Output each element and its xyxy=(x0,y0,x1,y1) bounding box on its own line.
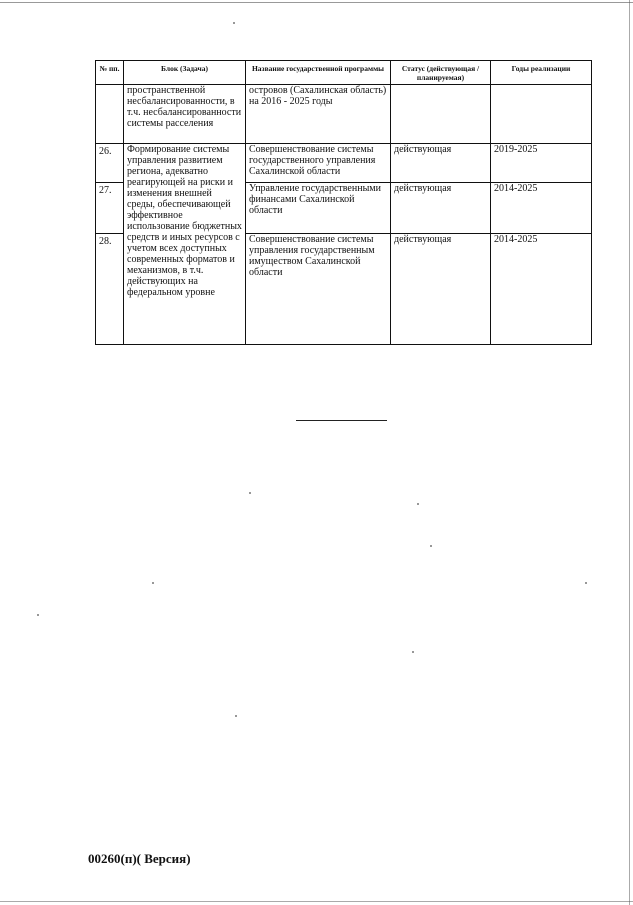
header-program: Название государственной программы xyxy=(246,61,391,85)
scan-edge-right xyxy=(629,0,630,905)
scan-edge-top xyxy=(0,2,633,3)
scan-speck xyxy=(233,22,235,24)
scan-edge-bottom xyxy=(0,901,633,902)
scan-speck xyxy=(417,503,419,505)
cell-status: действующая xyxy=(391,144,491,183)
cell-num: 26. xyxy=(96,144,124,183)
scan-speck xyxy=(235,715,237,717)
scan-speck xyxy=(430,545,432,547)
header-block: Блок (Задача) xyxy=(124,61,246,85)
cell-years: 2019-2025 xyxy=(491,144,592,183)
cell-years: 2014-2025 xyxy=(491,183,592,234)
cell-num: 28. xyxy=(96,234,124,345)
table-row-continuation xyxy=(96,85,592,144)
scan-speck xyxy=(37,614,39,616)
scan-speck xyxy=(152,582,154,584)
cell-num-continuation xyxy=(96,85,124,144)
cell-program: Управление государственными финансами Сахалинской области xyxy=(246,183,391,234)
cell-years: 2014-2025 xyxy=(491,234,592,345)
separator-line xyxy=(296,420,387,421)
header-num: № пп. xyxy=(96,61,124,85)
table-header-row xyxy=(96,61,592,85)
cell-program: Совершенствование системы управления государственным имуществом Сахалинской области xyxy=(246,234,391,345)
header-years: Годы реализации xyxy=(491,61,592,85)
scan-speck xyxy=(249,492,251,494)
header-status: Статус (действующая / планируемая) xyxy=(391,61,491,85)
table-row xyxy=(96,144,592,183)
programs-table xyxy=(95,60,592,345)
cell-block-continuation: пространственной несбалансированности, в т.ч. несбалансированности системы расселения xyxy=(124,85,246,144)
cell-program: Совершенствование системы государственного управления Сахалинской области xyxy=(246,144,391,183)
cell-status: действующая xyxy=(391,234,491,345)
cell-status-continuation xyxy=(391,85,491,144)
document-code: 00260(п)( Версия) xyxy=(88,851,191,866)
cell-status: действующая xyxy=(391,183,491,234)
cell-num: 27. xyxy=(96,183,124,234)
scan-speck xyxy=(585,582,587,584)
scan-speck xyxy=(412,651,414,653)
cell-years-continuation xyxy=(491,85,592,144)
cell-block-merged: Формирование системы управления развитием региона, адекватно реагирующей на риски и изменения внешней среды, обеспечивающей эффективное использование бюджетных средств и иных ресурсов с учетом всех доступных современных форматов и механизмов, в т.ч. действующих на федеральном уровне xyxy=(124,144,246,345)
cell-program-continuation: островов (Сахалинская область) на 2016 - 2025 годы xyxy=(246,85,391,144)
